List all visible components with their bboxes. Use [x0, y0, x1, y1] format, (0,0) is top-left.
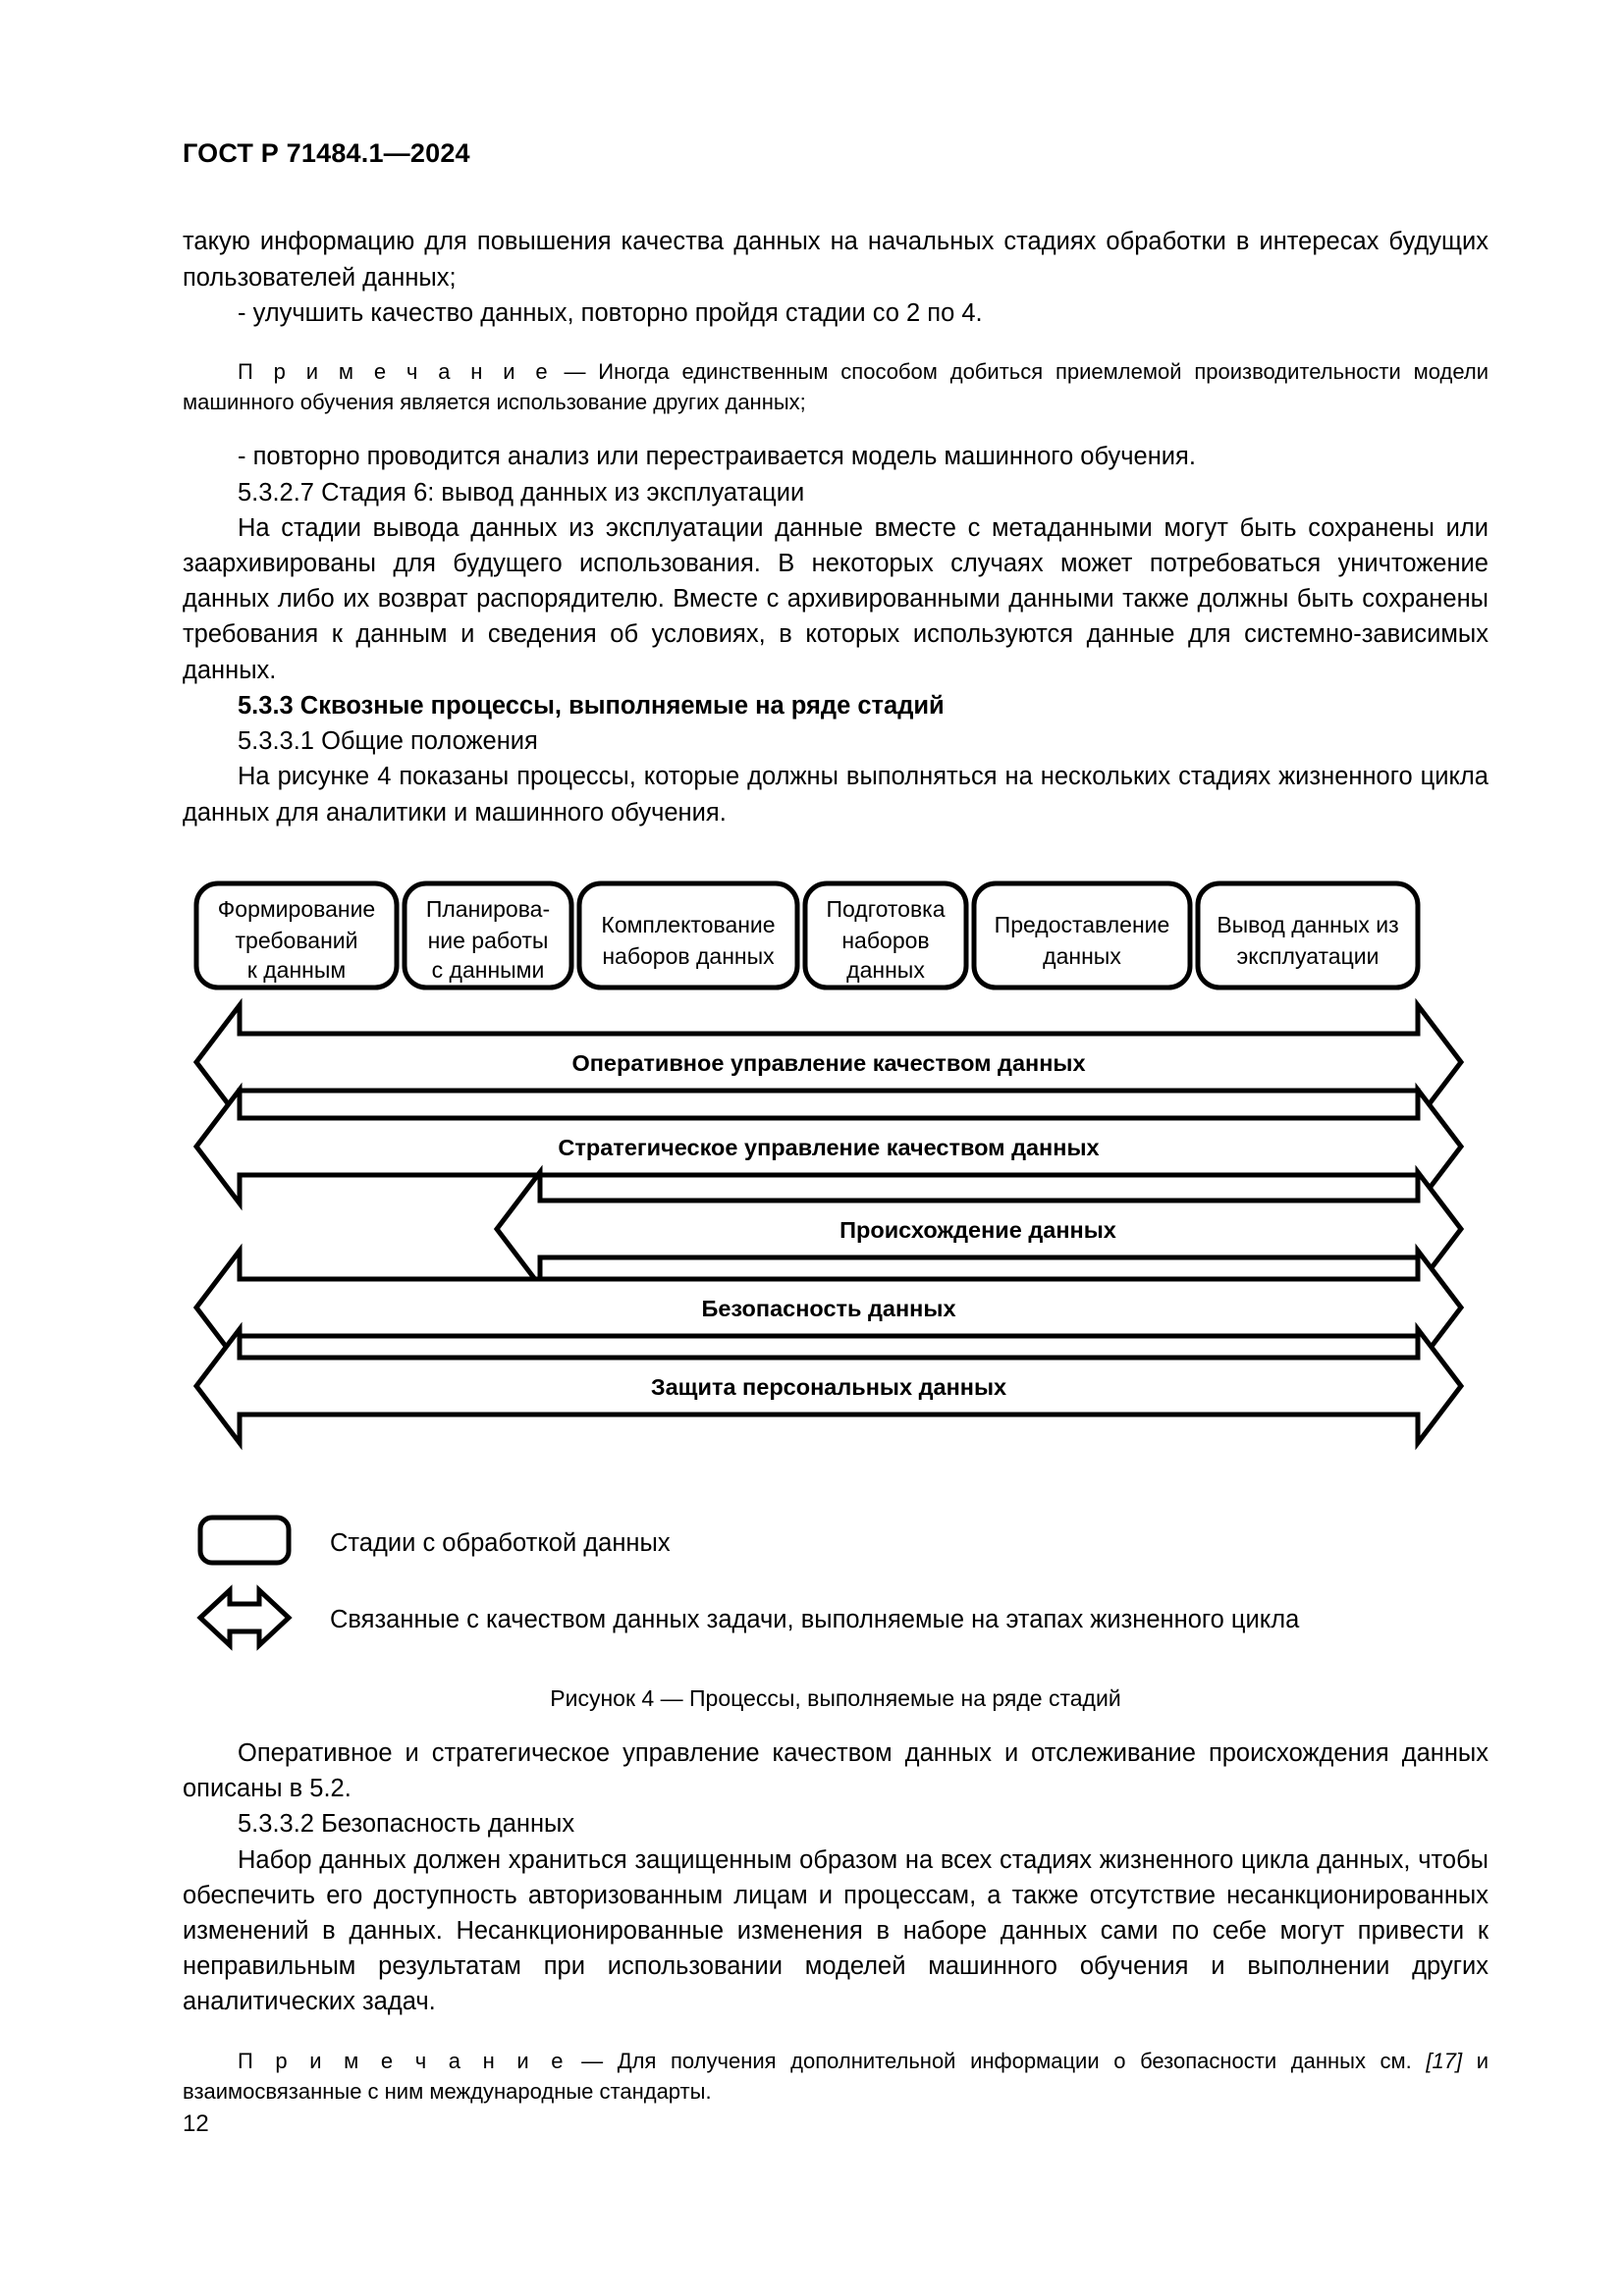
- heading-5-3-3-2: 5.3.3.2 Безопасность данных: [238, 1810, 575, 1839]
- band-arrow-3-label: Происхождение данных: [839, 1216, 1116, 1243]
- legend-item-stage: [200, 1518, 671, 1563]
- heading-5-3-3-1: 5.3.3.1 Общие положения: [238, 727, 538, 756]
- page-content: [183, 137, 1489, 2107]
- band-arrow-5: [196, 1329, 1461, 1443]
- band-arrow-2-label: Стратегическое управление качеством данных: [558, 1134, 1100, 1160]
- paragraph-continued: такую информацию для повышения качества данных на начальных стадиях обработки в интересах будущих пользователей данных;: [183, 228, 1489, 292]
- double-arrow-icon: [200, 1590, 289, 1645]
- note-block-1: [183, 356, 1489, 417]
- legend-label-stage: Стадии с обработкой данных: [330, 1528, 671, 1557]
- stage-box-6-line-2: эксплуатации: [1236, 942, 1380, 969]
- stage-box-4-line-3: данных: [846, 956, 925, 983]
- stage-box-4-line-2: наборов: [841, 927, 930, 953]
- figure-4-caption: Рисунок 4 — Процессы, выполняемые на ряде стадий: [550, 1684, 1121, 1711]
- paragraph-after-figure: Оперативное и стратегическое управление качеством данных и отслеживание происхождения данных описаны в 5.2.: [183, 1738, 1489, 1803]
- figure-4-legend: [183, 1510, 1489, 1677]
- figure-4-svg: [183, 876, 1489, 1494]
- stage-box-6: [1198, 883, 1418, 988]
- note-text-2-part-a: — Для получения дополнительной информации о безопасности данных см.: [567, 2048, 1427, 2073]
- stage-box-1-line-1: Формирование: [217, 895, 376, 922]
- stage-box-3-line-1: Комплектование: [601, 911, 776, 937]
- stage-box-2: [405, 883, 571, 988]
- band-arrow-3: [497, 1172, 1461, 1286]
- document-header-standard-number: ГОСТ Р 71484.1—2024: [183, 138, 470, 168]
- stage-box-1-line-3: к данным: [246, 956, 347, 983]
- note-label-2: П р и м е ч а н и е: [238, 2048, 568, 2073]
- figure-4-diagram: [183, 876, 1489, 1494]
- heading-5-3-2-7: 5.3.2.7 Стадия 6: вывод данных из эксплуатации: [238, 478, 805, 507]
- stage-box-4-line-1: Подготовка: [826, 895, 946, 922]
- stage-boxes-row: [196, 883, 1418, 988]
- bullet-repeat-analysis: - повторно проводится анализ или перестраивается модель машинного обучения.: [238, 443, 1196, 471]
- stage-box-3: [579, 883, 797, 988]
- paragraph-5-3-3-2: Набор данных должен храниться защищенным образом на всех стадиях жизненного цикла данных, чтобы обеспечить его доступность авторизованным лицам и процессам, а также отсутствие несанкционированных изменений в данных. Несанкционированные изменения в наборе данных сами по себе могут привести к неправильным результатам при использовании моделей машинного обучения и выполнении других аналитических задач.: [183, 1845, 1489, 2016]
- figure-4-legend-svg: [183, 1510, 1489, 1677]
- bullet-improve-quality: - улучшить качество данных, повторно пройдя стадии со 2 по 4.: [238, 298, 983, 327]
- stage-box-5-line-2: данных: [1043, 942, 1121, 969]
- stage-box-3-line-2: наборов данных: [602, 942, 775, 969]
- stage-box-5-line-1: Предоставление: [994, 911, 1170, 937]
- band-arrow-5-label: Защита персональных данных: [650, 1373, 1007, 1400]
- band-arrow-1: [196, 1005, 1461, 1119]
- note-block-2: [183, 2046, 1489, 2107]
- heading-5-3-3: 5.3.3 Сквозные процессы, выполняемые на ряде стадий: [238, 691, 945, 720]
- note-reference-link[interactable]: [17]: [1426, 2048, 1463, 2073]
- stage-box-4: [805, 883, 966, 988]
- band-arrow-2: [196, 1090, 1461, 1203]
- legend-item-task: [200, 1590, 1300, 1645]
- band-arrow-4: [196, 1251, 1461, 1364]
- rounded-rectangle-icon: [200, 1518, 289, 1563]
- stage-box-2-line-2: ние работы: [427, 927, 549, 953]
- note-label-1: П р и м е ч а н и е: [238, 359, 552, 384]
- paragraph-5-3-2-7: На стадии вывода данных из эксплуатации данные вместе с метаданными могут быть сохранены или заархивированы для будущего использования. В некоторых случаях может потребоваться уничтожение данных либо их возврат распорядителю. Вместе с архивированными данными также должны быть сохранены требования к данным и сведения об условиях, в которых используются данные для системно-зависимых данных.: [183, 513, 1489, 684]
- band-arrow-4-label: Безопасность данных: [701, 1295, 956, 1321]
- stage-box-1-line-2: требований: [235, 927, 358, 953]
- stage-box-2-line-3: с данными: [431, 956, 545, 983]
- stage-box-5: [974, 883, 1190, 988]
- stage-box-6-line-1: Вывод данных из: [1217, 911, 1399, 937]
- note-text-2-part-b: и взаимосвязанные с ним международные стандарты.: [183, 2048, 1489, 2104]
- legend-label-task: Связанные с качеством данных задачи, выполняемые на этапах жизненного цикла: [330, 1605, 1300, 1633]
- page-number: 12: [183, 2110, 209, 2137]
- band-arrow-1-label: Оперативное управление качеством данных: [571, 1049, 1086, 1076]
- paragraph-5-3-3-1: На рисунке 4 показаны процессы, которые должны выполняться на нескольких стадиях жизненного цикла данных для аналитики и машинного обучения.: [183, 763, 1489, 827]
- stage-box-1: [196, 883, 397, 988]
- note-text-1: — Иногда единственным способом добиться приемлемой производительности модели машинного обучения является использование других данных;: [183, 359, 1489, 415]
- stage-box-2-line-1: Планирова-: [425, 895, 551, 922]
